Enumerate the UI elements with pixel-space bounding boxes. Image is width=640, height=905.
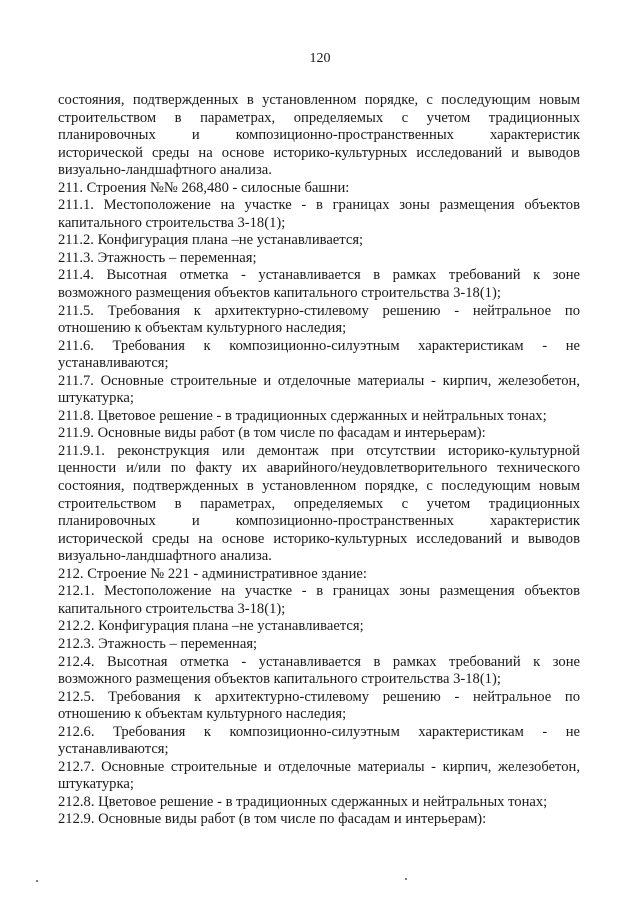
text-line: планировочных и композиционно-пространственных характеристик (58, 513, 580, 530)
text-line: 211.9.1. реконструкция или демонтаж при отсутствии историко-культурной (58, 442, 580, 459)
text-line: 211.5. Требования к архитектурно-стилевому решению - нейтральное по (58, 302, 580, 319)
text-line: устанавливаются; (58, 741, 169, 758)
text-line: 212.4. Высотная отметка - устанавливается в рамках требований к зоне (58, 653, 580, 670)
text-line: отношению к объектам культурного наследия; (58, 320, 347, 337)
text-line: 211. Строения №№ 268,480 - силосные башни: (58, 179, 350, 196)
text-line: капитального строительства 3-18(1); (58, 214, 286, 231)
text-line: 212.1. Местоположение на участке - в границах зоны размещения объектов (58, 583, 580, 600)
text-line: 212. Строение № 221 - административное здание: (58, 565, 367, 582)
text-line: 211.3. Этажность – переменная; (58, 249, 257, 266)
page-number: 120 (309, 51, 331, 66)
text-line: 211.7. Основные строительные и отделочные материалы - кирпич, железобетон, (58, 372, 580, 389)
scan-speck (36, 880, 38, 882)
text-line: ценности и/или по факту их аварийного/неудовлетворительного технического (58, 460, 580, 477)
scan-speck (405, 878, 407, 880)
text-line: 211.4. Высотная отметка - устанавливается в рамках требований к зоне (58, 267, 580, 284)
text-line: визуально-ландшафтного анализа. (58, 162, 272, 179)
text-line: 211.1. Местоположение на участке - в границах зоны размещения объектов (58, 197, 580, 214)
text-line: 211.6. Требования к композиционно-силуэтным характеристикам - не (58, 337, 580, 354)
text-line: 211.8. Цветовое решение - в традиционных сдержанных и нейтральных тонах; (58, 407, 547, 424)
text-line: исторической среды на основе историко-культурных исследований и выводов (58, 530, 580, 547)
text-line: 212.8. Цветовое решение - в традиционных сдержанных и нейтральных тонах; (58, 793, 548, 810)
document-body (58, 92, 580, 829)
text-line: 211.9. Основные виды работ (в том числе по фасадам и интерьерам): (58, 425, 486, 442)
text-line: устанавливаются; (58, 355, 169, 372)
text-line: капитального строительства 3-18(1); (58, 600, 286, 617)
text-line: штукатурка; (58, 776, 134, 793)
text-line: визуально-ландшафтного анализа. (58, 548, 272, 565)
text-line: состояния, подтвержденных в установленном порядке, с последующим новым (58, 478, 580, 495)
text-line: планировочных и композиционно-пространственных характеристик (58, 127, 580, 144)
text-line: исторической среды на основе историко-культурных исследований и выводов (58, 144, 580, 161)
text-line: 212.3. Этажность – переменная; (58, 635, 258, 652)
text-line: 212.2. Конфигурация плана –не устанавливается; (58, 618, 364, 635)
text-line: 212.6. Требования к композиционно-силуэтным характеристикам - не (58, 723, 580, 740)
text-line: строительством в параметрах, определяемых с учетом традиционных (58, 109, 580, 126)
text-line: возможного размещения объектов капитального строительства 3-18(1); (58, 671, 501, 688)
text-line: состояния, подтвержденных в установленном порядке, с последующим новым (58, 92, 580, 108)
text-line: 212.9. Основные виды работ (в том числе по фасадам и интерьерам): (58, 811, 487, 828)
text-line: строительством в параметрах, определяемых с учетом традиционных (58, 495, 580, 512)
text-line: возможного размещения объектов капитального строительства 3-18(1); (58, 285, 501, 302)
text-line: 212.7. Основные строительные и отделочные материалы - кирпич, железобетон, (58, 758, 580, 775)
text-line: штукатурка; (58, 390, 134, 407)
text-line: 212.5. Требования к архитектурно-стилевому решению - нейтральное по (58, 688, 580, 705)
text-line: 211.2. Конфигурация плана –не устанавливается; (58, 232, 364, 249)
text-line: отношению к объектам культурного наследия; (58, 706, 347, 723)
